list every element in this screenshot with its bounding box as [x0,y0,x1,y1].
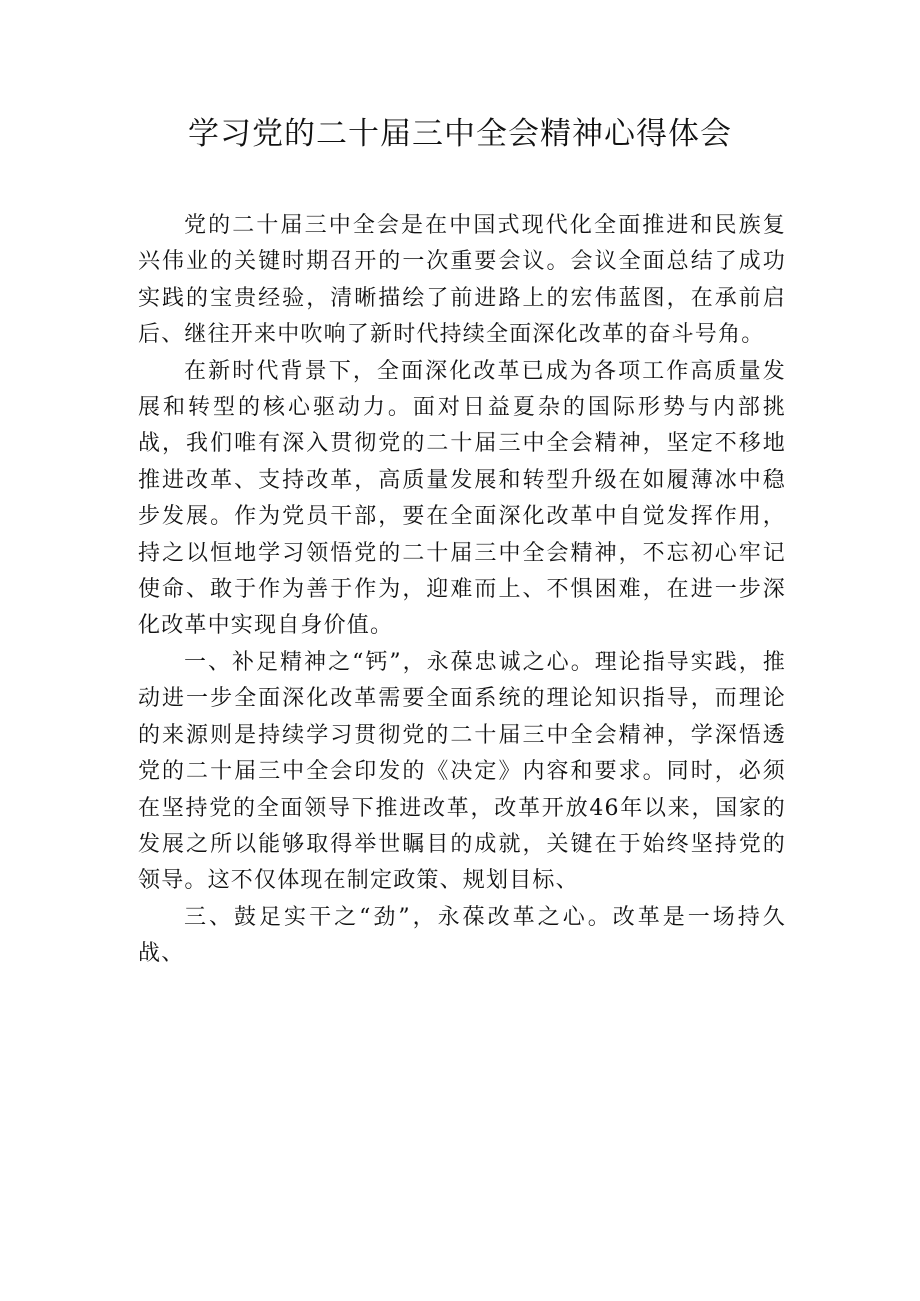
paragraph-intro: 党的二十届三中全会是在中国式现代化全面推进和民族复兴伟业的关键时期召开的一次重要会议。会议全面总结了成功实践的宝贵经验，清晰描绘了前进路上的宏伟蓝图，在承前启后、继往开来中吹响了新时代持续全面深化改革的奋斗号角。 [138,213,786,348]
paragraph-section-three: 三、鼓足实干之“劲”，永葆改革之心。改革是一场持久战、 [138,904,786,967]
document-body [138,208,786,973]
paragraph-section-one: 一、补足精神之“钙”，永葆忠诚之心。理论指导实践，推动进一步全面深化改革需要全面系统的理论知识指导，而理论的来源则是持续学习贯彻党的二十届三中全会精神，学深悟透党的二十届三中全会印发的《决定》内容和要求。同时，必须在坚持党的全面领导下推进改革，改革开放46年以来，国家的发展之所以能够取得举世瞩目的成就，关键在于始终坚持党的领导。这不仅体现在制定政策、规划目标、 [138,649,786,894]
document-title: 学习党的二十届三中全会精神心得体会 [188,116,732,152]
paragraph-background: 在新时代背景下，全面深化改革已成为各项工作高质量发展和转型的核心驱动力。面对日益夏杂的国际形势与内部挑战，我们唯有深入贯彻党的二十届三中全会精神，坚定不移地推进改革、支持改革，高质量发展和转型升级在如履薄冰中稳步发展。作为党员干部，要在全面深化改革中自觉发挥作用，持之以恒地学习领悟党的二十届三中全会精神，不忘初心牢记使命、敢于作为善于作为，迎难而上、不惧困难，在进一步深化改革中实现自身价值。 [138,358,786,639]
